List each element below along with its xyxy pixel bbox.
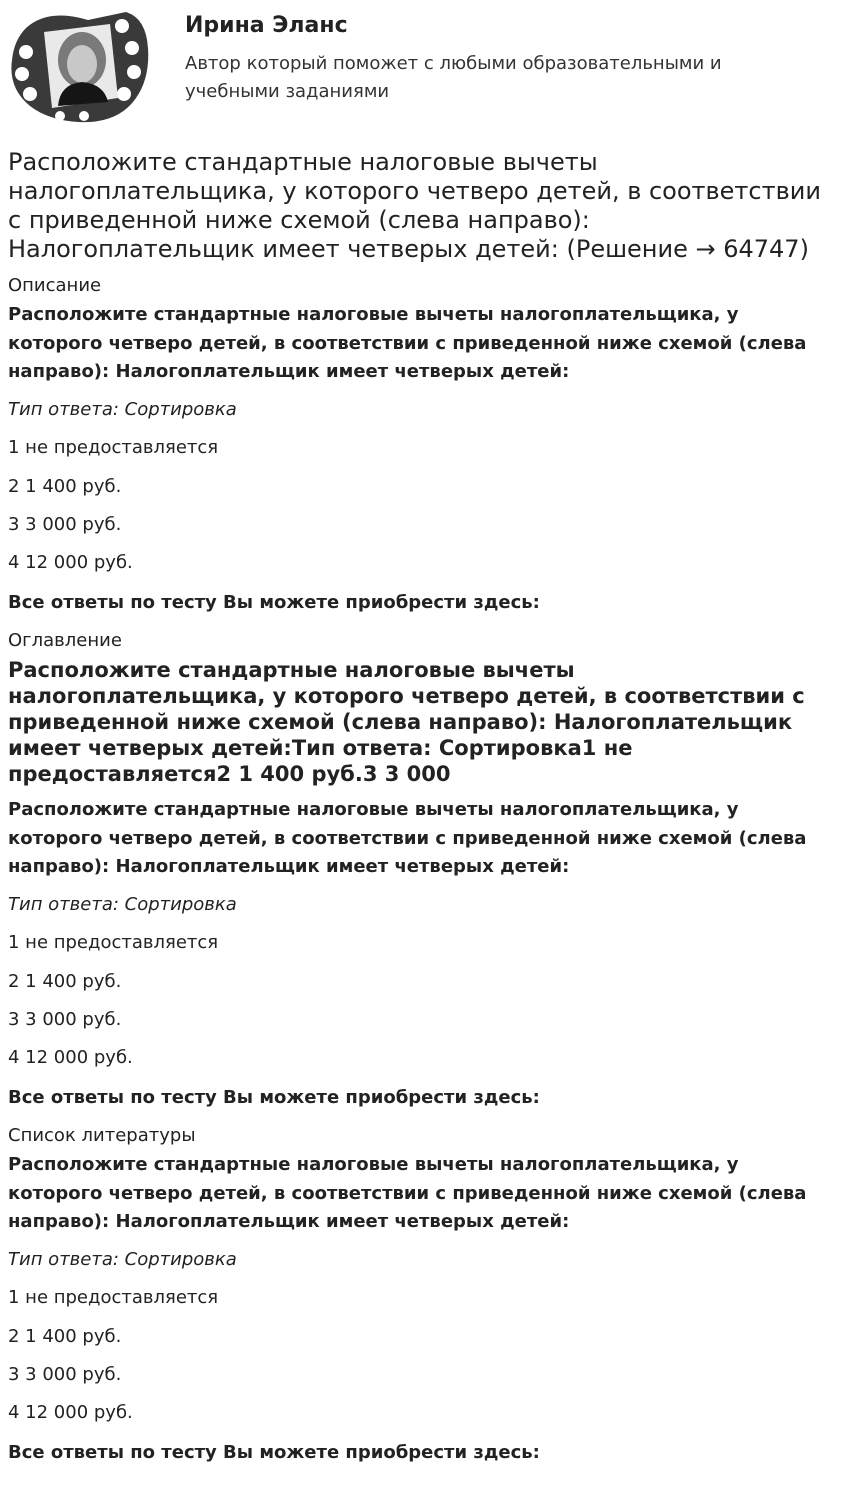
toc-label: Оглавление <box>8 630 122 651</box>
question-text: Расположите стандартные налоговые вычеты налогоплательщика, у которого четверо детей, в соответствии с приведенной ниже схемой (слева направо): Налогоплательщик имеет четверых детей: <box>8 1154 807 1232</box>
description-label: Описание <box>8 275 102 296</box>
answer-item: 3 3 000 руб. <box>8 1009 122 1030</box>
buy-text: Все ответы по тесту Вы можете приобрести здесь: <box>8 1087 540 1108</box>
answer-type: Тип ответа: Сортировка <box>8 1249 237 1270</box>
literature-label: Список литературы <box>8 1125 196 1146</box>
toc-heading: Расположите стандартные налоговые вычеты налогоплательщика, у которого четверо детей, в соответствии с приведенной ниже схемой (слева направо): Налогоплательщик имеет четверых детей:Тип ответа: Сортировка1 не предоставляется2 1 400 руб.3 3 000 <box>8 658 805 786</box>
answer-type: Тип ответа: Сортировка <box>8 399 237 420</box>
page-title: Расположите стандартные налоговые вычеты налогоплательщика, у которого четверо детей, в соответствии с приведенной ниже схемой (слева направо): Налогоплательщик имеет четверых детей: (Решение → 64747) <box>8 148 821 263</box>
answer-item: 2 1 400 руб. <box>8 971 122 992</box>
answer-item: 1 не предоставляется <box>8 437 219 458</box>
author-name: Ирина Эланс <box>185 13 348 38</box>
answer-item: 1 не предоставляется <box>8 932 219 953</box>
answer-item: 3 3 000 руб. <box>8 514 122 535</box>
buy-text: Все ответы по тесту Вы можете приобрести здесь: <box>8 592 540 613</box>
answer-item: 4 12 000 руб. <box>8 1402 133 1423</box>
answer-item: 3 3 000 руб. <box>8 1364 122 1385</box>
answer-item: 2 1 400 руб. <box>8 1326 122 1347</box>
answer-item: 4 12 000 руб. <box>8 1047 133 1068</box>
answer-type: Тип ответа: Сортировка <box>8 894 237 915</box>
author-description: Автор который поможет с любыми образовательными и учебными заданиями <box>185 53 722 102</box>
author-avatar <box>8 8 150 126</box>
answer-item: 2 1 400 руб. <box>8 476 122 497</box>
question-text: Расположите стандартные налоговые вычеты налогоплательщика, у которого четверо детей, в соответствии с приведенной ниже схемой (слева направо): Налогоплательщик имеет четверых детей: <box>8 799 807 877</box>
answer-item: 4 12 000 руб. <box>8 552 133 573</box>
question-text: Расположите стандартные налоговые вычеты налогоплательщика, у которого четверо детей, в соответствии с приведенной ниже схемой (слева направо): Налогоплательщик имеет четверых детей: <box>8 304 807 382</box>
answer-item: 1 не предоставляется <box>8 1287 219 1308</box>
buy-text: Все ответы по тесту Вы можете приобрести здесь: <box>8 1442 540 1463</box>
author-card <box>8 8 838 126</box>
